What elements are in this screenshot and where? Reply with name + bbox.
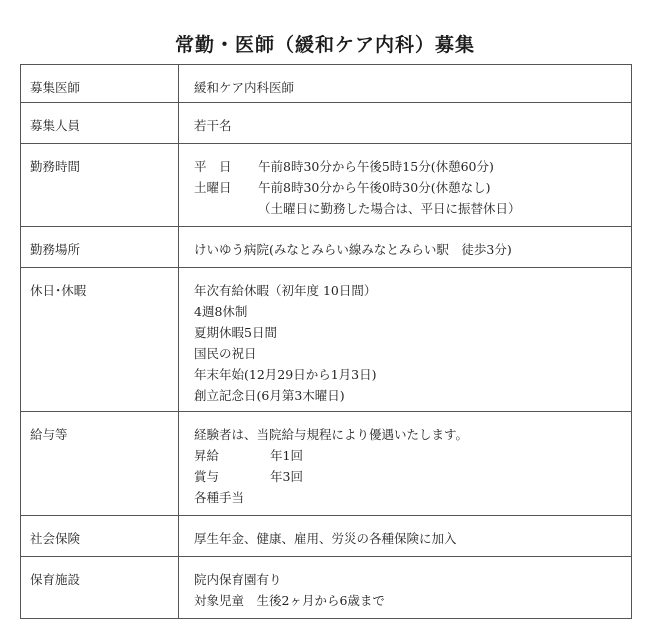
table-row xyxy=(21,557,632,619)
row-value-location xyxy=(179,227,632,268)
schedule-note: （土曜日に勤務した場合は、平日に振替休日） xyxy=(258,201,521,216)
row-value-salary xyxy=(179,412,632,516)
location-text: けいゆう病院(みなとみらい線みなとみらい駅 徒歩3分) xyxy=(194,242,512,257)
schedule-day: 平 日 xyxy=(194,159,232,174)
holiday-item: 年次有給休暇（初年度 10日間） xyxy=(194,283,377,298)
childcare-item: 対象児童 生後2ヶ月から6歳まで xyxy=(194,593,385,608)
row-value-insurance xyxy=(179,516,632,557)
row-value-working-hours xyxy=(179,144,632,227)
position-text: 緩和ケア内科医師 xyxy=(194,80,295,95)
table-row xyxy=(21,65,632,103)
childcare-item: 院内保育園有り xyxy=(194,572,282,587)
schedule-saturday xyxy=(194,177,631,198)
row-label-position: 募集医師 xyxy=(21,65,179,103)
salary-item-value: 年3回 xyxy=(270,469,303,484)
page-title: 常勤・医師（緩和ケア内科）募集 xyxy=(174,34,475,56)
schedule-time: 午前8時30分から午後0時30分(休憩なし) xyxy=(258,180,491,195)
row-label-insurance: 社会保険 xyxy=(21,516,179,557)
table-row xyxy=(21,412,632,516)
row-value-holidays xyxy=(179,268,632,412)
row-label-holidays: 休日･休暇 xyxy=(21,268,179,412)
row-label-headcount: 募集人員 xyxy=(21,103,179,144)
row-value-position xyxy=(179,65,632,103)
row-label-working-hours: 勤務時間 xyxy=(21,144,179,227)
holiday-item: 創立記念日(6月第3木曜日) xyxy=(194,388,345,403)
schedule-day: 土曜日 xyxy=(194,180,232,195)
holiday-item: 4週8休制 xyxy=(194,304,248,319)
holiday-item: 年末年始(12月29日から1月3日) xyxy=(194,367,377,382)
row-label-childcare: 保育施設 xyxy=(21,557,179,619)
row-value-headcount xyxy=(179,103,632,144)
table-row xyxy=(21,227,632,268)
headcount-text: 若干名 xyxy=(194,118,232,133)
holiday-item: 夏期休暇5日間 xyxy=(194,325,277,340)
salary-item-name: 昇給 xyxy=(194,448,220,463)
row-label-location: 勤務場所 xyxy=(21,227,179,268)
recruitment-info-table xyxy=(20,64,632,619)
salary-item-name: 賞与 xyxy=(194,469,220,484)
table-row xyxy=(21,144,632,227)
row-value-childcare xyxy=(179,557,632,619)
salary-item xyxy=(194,445,631,466)
row-label-salary: 給与等 xyxy=(21,412,179,516)
table-row xyxy=(21,516,632,557)
salary-intro: 経験者は、当院給与規程により優遇いたします。 xyxy=(194,427,469,442)
schedule-time: 午前8時30分から午後5時15分(休憩60分) xyxy=(258,159,494,174)
table-row xyxy=(21,268,632,412)
schedule-weekday xyxy=(194,156,631,177)
salary-item xyxy=(194,466,631,487)
salary-item-value: 年1回 xyxy=(270,448,303,463)
insurance-text: 厚生年金、健康、雇用、労災の各種保険に加入 xyxy=(194,531,457,546)
table-row xyxy=(21,103,632,144)
holiday-item: 国民の祝日 xyxy=(194,346,257,361)
salary-extra: 各種手当 xyxy=(194,490,245,505)
